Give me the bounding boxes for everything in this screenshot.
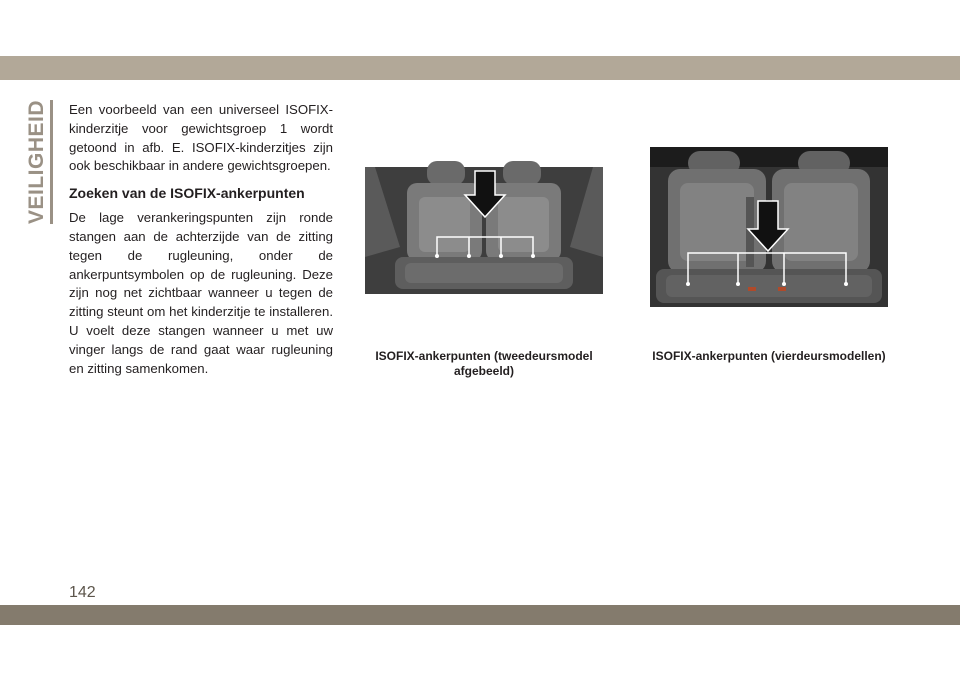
two-door-seat-illustration	[365, 157, 603, 294]
section-tab	[25, 99, 51, 225]
section-heading: Zoeken van de ISOFIX-ankerpunten	[69, 185, 305, 202]
figure-two-door-seat	[365, 157, 603, 294]
figure-four-door-seat	[650, 147, 888, 307]
header-band	[0, 56, 960, 80]
text-column	[69, 101, 333, 378]
section-tab-label: VEILIGHEID	[25, 100, 53, 224]
figure-caption-two-door: ISOFIX-ankerpunten (tweedeursmodel afgebeeld)	[375, 349, 593, 378]
intro-paragraph: Een voorbeeld van een universeel ISOFIX-kinderzitje voor gewichtsgroep 1 wordt getoond in afb. E. ISOFIX-kinderzitjes zijn ook beschikbaar in andere gewichtsgroepen.	[69, 102, 333, 174]
four-door-seat-illustration	[650, 147, 888, 307]
footer-band	[0, 605, 960, 625]
page-number: 142	[69, 584, 96, 601]
body-paragraph: De lage verankeringspunten zijn ronde stangen aan de achterzijde van de zitting tegen de rugleuning, onder de ankerpuntsymbolen op de rugleuning. Deze zijn nog net zichtbaar wanneer u tegen de zitting steunt om het kinderzitje te installeren. U voelt deze stangen wanneer u met uw vinger langs de rand gaat waar rugleuning en zitting samenkomen.	[69, 210, 333, 376]
figure-caption-four-door: ISOFIX-ankerpunten (vierdeursmodellen)	[652, 349, 886, 363]
